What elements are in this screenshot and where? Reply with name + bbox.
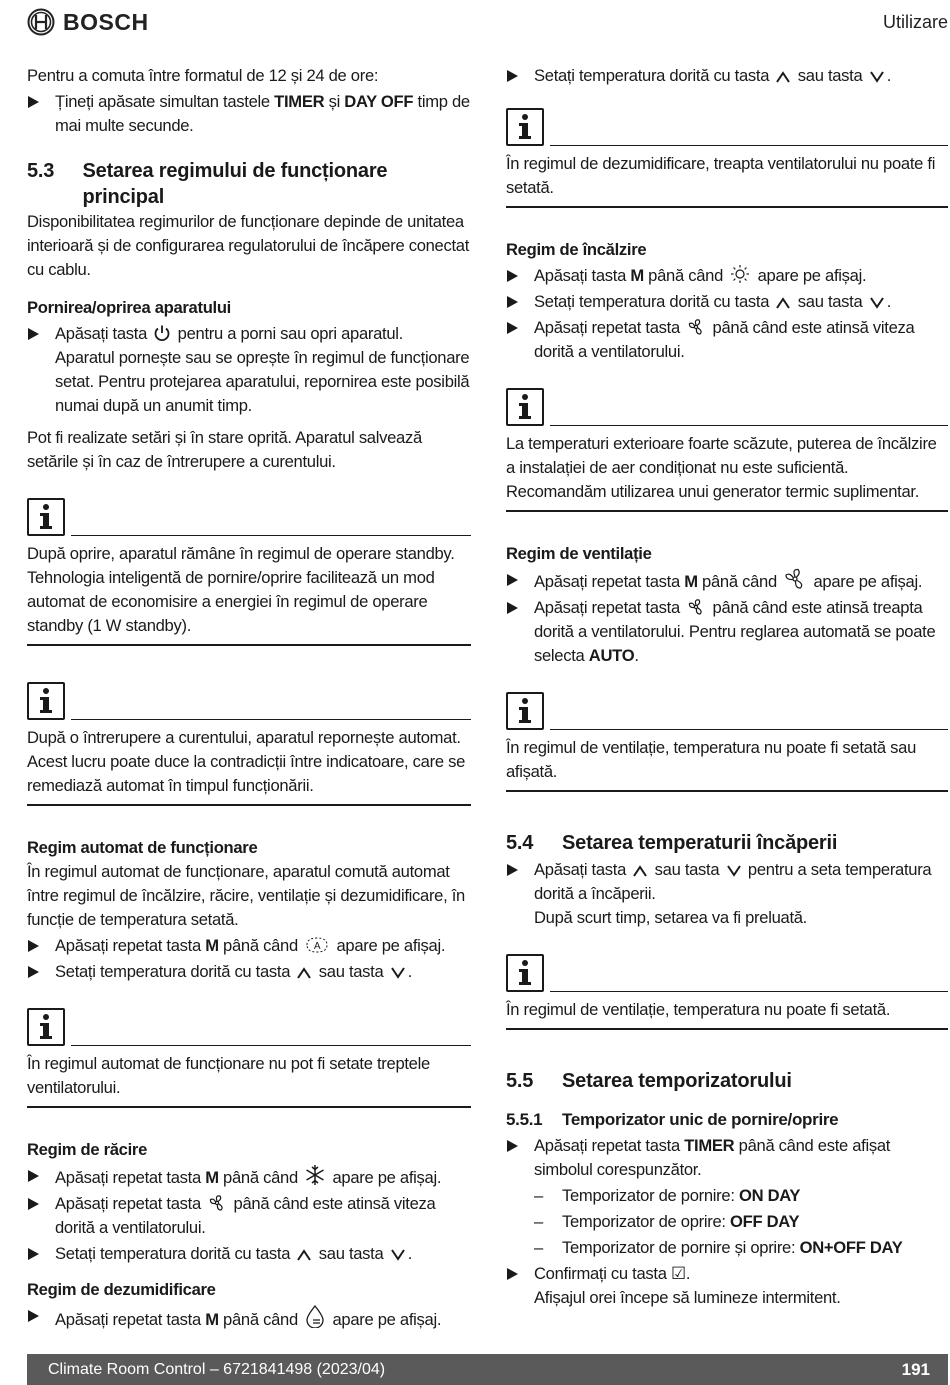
list-item: Setați temperatura dorită cu tasta sau tasta . [506,64,948,88]
info-note [506,388,948,512]
dry-steps [27,1304,471,1332]
heading-auto: Regim automat de funcționare [27,838,258,857]
heading-vent: Regim de ventilație [506,544,652,563]
list-item: Apăsați repetat tasta M până când A apare pe afișaj. [27,934,471,958]
arrow-up-icon [775,70,791,84]
confirm-key-icon: ☑ [670,1264,686,1283]
auto-mode-icon [304,936,330,954]
list-item: Apăsați repetat tasta TIMER până când este afișat simbolul corespunzător. [506,1134,948,1182]
bosch-armature-icon [27,8,55,36]
sun-icon [729,264,751,284]
list-item: – Temporizator de oprire: OFF DAY [506,1210,948,1234]
heading-heat: Regim de încălzire [506,240,647,259]
page-footer [27,1354,948,1385]
right-column [506,64,948,1310]
list-item: – Temporizator de pornire: ON DAY [506,1184,948,1208]
day-off-key: DAY OFF [344,92,414,111]
list-item: Setați temperatura dorită cu tasta sau tasta . [506,290,948,314]
list-item: Confirmați cu tasta ☑. Afișajul orei începe să lumineze intermitent. [506,1262,948,1310]
note-text: La temperaturi exterioare foarte scăzute, puterea de încălzire a instalației de aer condiționat nu este suficientă. Recomandăm utilizarea unui generator termic suplimentar. [506,434,937,501]
info-note [506,954,948,1030]
section-heading-5-5: 5.5 Setarea temporizatorului [506,1070,792,1092]
info-icon [27,682,65,720]
heading-cool: Regim de răcire [27,1140,148,1159]
info-note [27,498,471,646]
snowflake-icon [304,1164,326,1186]
water-drop-icon [304,1304,326,1328]
list-item: Apăsați repetat tasta până când este atinsă viteza dorită a ventilatorului. [506,316,948,364]
list-item: Apăsați repetat tasta M până când apare pe afișaj. [506,568,948,594]
left-column [27,64,471,1332]
list-item: Apăsați repetat tasta până când este atinsă treapta dorită a ventilatorului. Pentru reglarea automată se poate selecta AUTO. [506,596,948,668]
info-note [506,108,948,208]
list-item: Setați temperatura dorită cu tasta sau tasta . [27,960,471,984]
info-icon [506,108,544,146]
arrow-up-icon [296,966,312,980]
arrow-down-icon [869,70,885,84]
temp-steps [506,858,948,930]
note-text: În regimul automat de funcționare nu pot fi setate treptele ventilatorului. [27,1054,430,1097]
info-icon [506,954,544,992]
brand-name: BOSCH [63,8,149,35]
fan-icon [207,1194,227,1212]
info-icon [27,498,65,536]
note-text: După o întrerupere a curentului, aparatul repornește automat. Acest lucru poate duce la contradicții între indicatoare, care se remediază automat în timpul funcționării. [27,728,465,795]
arrow-up-icon [775,296,791,310]
ventilation-icon [783,568,807,590]
note-text: În regimul de ventilație, temperatura nu poate fi setată. [506,1000,891,1019]
arrow-down-icon [869,296,885,310]
info-note [27,682,471,806]
list-item: Apăsați tasta sau tasta pentru a seta temperatura dorită a încăperii. După scurt timp, setarea va fi preluată. [506,858,948,930]
section-heading-5-3: 5.3 Setarea regimului de funcționare principal [27,160,388,208]
page-number: 191 [901,1359,930,1379]
list-item: Apăsați tasta pentru a porni sau opri aparatul. Aparatul pornește sau se oprește în regimul de funcționare setat. Pentru protejarea aparatului, repornirea este posibilă numai după un anumit timp. [27,322,471,418]
info-note [506,692,948,792]
auto-steps [27,934,471,984]
onoff-steps [27,322,471,418]
timer-key: TIMER [274,92,325,111]
page-header [0,0,950,44]
intro-text: Pentru a comuta între formatul de 12 și 24 de ore: [27,66,379,85]
arrow-down-icon [726,864,742,878]
bosch-logo [27,8,149,36]
arrow-up-icon [296,1248,312,1262]
heading-dry: Regim de dezumidificare [27,1280,216,1299]
subsection-heading-5-5-1: 5.5.1 Temporizator unic de pornire/oprire [506,1110,839,1129]
list-item: – Temporizator de pornire și oprire: ON+OFF DAY [506,1236,948,1260]
section-label: Utilizare [882,12,948,32]
heat-steps [506,264,948,364]
list-item: Apăsați tasta M până când apare pe afișaj. [506,264,948,288]
fan-icon [686,318,706,336]
onoff-text: Pot fi realizate setări și în stare oprită. Aparatul salvează setările și în caz de întrerupere a curentului. [27,428,422,471]
arrow-up-icon [632,864,648,878]
intro-steps [27,90,471,138]
list-item: Apăsați repetat tasta M până când apare pe afișaj. [27,1304,471,1332]
heading-onoff: Pornirea/oprirea aparatului [27,298,231,317]
timer-options [506,1184,948,1260]
info-note [27,1008,471,1108]
list-item: Țineți apăsate simultan tastele TIMER și DAY OFF timp de mai multe secunde. [27,90,471,138]
dry-steps-cont [506,64,948,88]
section-text: Disponibilitatea regimurilor de funcționare depinde de unitatea interioară și de configurarea regulatorului de încăpere conectat cu cablu. [27,212,470,279]
note-text: În regimul de dezumidificare, treapta ventilatorului nu poate fi setată. [506,154,936,197]
arrow-down-icon [390,966,406,980]
timer-steps [506,1134,948,1182]
power-icon [153,324,171,342]
cool-steps [27,1164,471,1266]
note-text: După oprire, aparatul rămâne în regimul de operare standby. Tehnologia inteligentă de pornire/oprire facilitează un mod automat de economisire a energiei în regimul de operare standby (1 W standby). [27,544,455,635]
info-icon [27,1008,65,1046]
list-item: Apăsați repetat tasta M până când apare pe afișaj. [27,1164,471,1190]
document-id: Climate Room Control – 6721841498 (2023/04) [48,1360,386,1378]
svg-text:A: A [314,941,321,952]
fan-icon [686,598,706,616]
arrow-down-icon [390,1248,406,1262]
list-item: Setați temperatura dorită cu tasta sau tasta . [27,1242,471,1266]
note-text: În regimul de ventilație, temperatura nu poate fi setată sau afișată. [506,738,917,781]
list-item: Apăsați repetat tasta până când este atinsă viteza dorită a ventilatorului. [27,1192,471,1240]
auto-text: În regimul automat de funcționare, aparatul comută automat între regimul de încălzire, răcire, ventilație și dezumidificare, în funcție de temperatura setată. [27,862,465,929]
info-icon [506,692,544,730]
info-icon [506,388,544,426]
section-heading-5-4: 5.4 Setarea temperaturii încăperii [506,832,838,854]
vent-steps [506,568,948,668]
confirm-steps [506,1262,948,1310]
